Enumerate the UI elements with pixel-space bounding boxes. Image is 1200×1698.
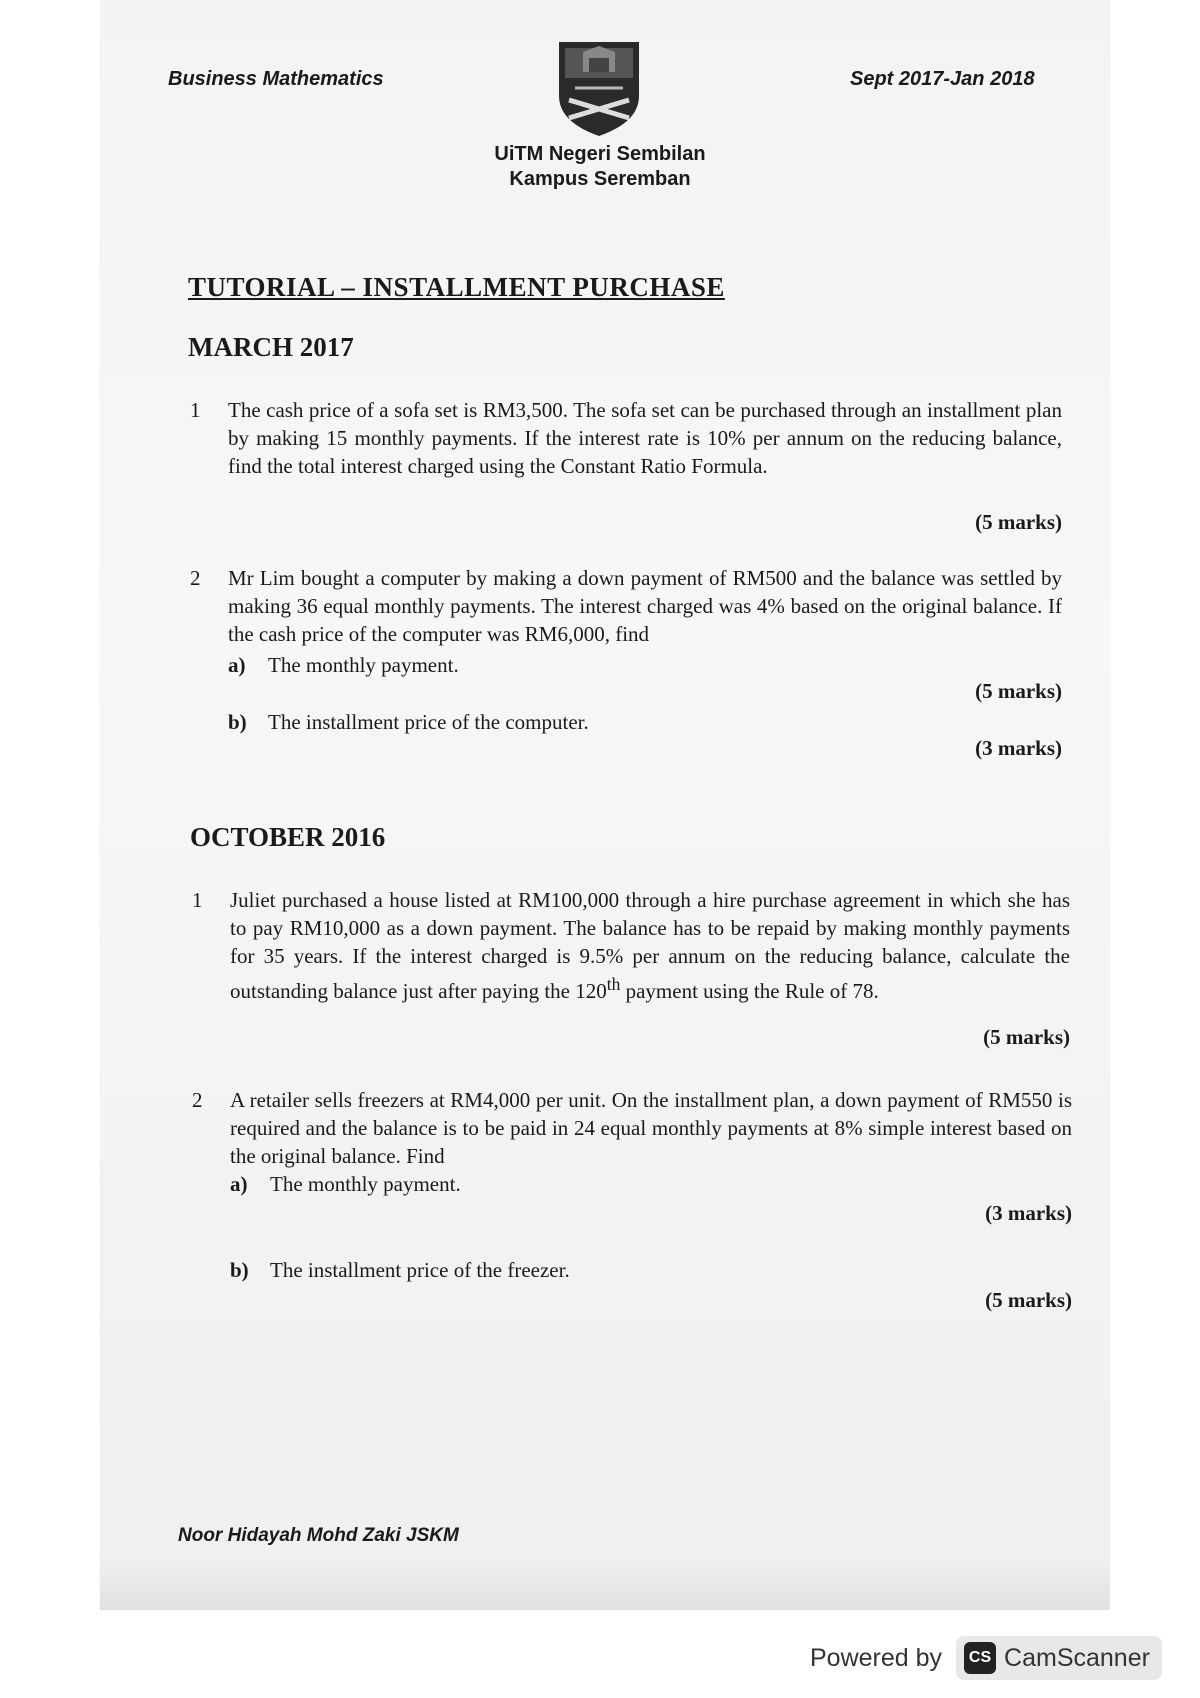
scanned-page (100, 0, 1110, 1610)
camscanner-watermark (810, 1633, 1162, 1683)
question-number: 1 (192, 888, 203, 912)
sub-question-marks: (5 marks) (975, 679, 1062, 703)
camscanner-badge (956, 1636, 1162, 1680)
course-name: Business Mathematics (168, 68, 384, 90)
author-signature: Noor Hidayah Mohd Zaki JSKM (178, 1525, 459, 1546)
page-shadow (100, 1560, 1110, 1610)
question-marks: (5 marks) (983, 1025, 1070, 1049)
section-heading-march-2017: MARCH 2017 (188, 332, 354, 362)
sub-question-marks: (3 marks) (975, 736, 1062, 760)
sub-question-a: a) The monthly payment. (228, 653, 459, 677)
question-text: A retailer sells freezers at RM4,000 per unit. On the installment plan, a down payment of RM550 is required and the balance is to be paid in 24 equal monthly payments at 8% simple interest based on the original balance. Find (230, 1088, 1072, 1168)
question-number: 1 (190, 398, 201, 422)
sub-question-a: a) The monthly payment. (230, 1172, 461, 1196)
question-text: The cash price of a sofa set is RM3,500. The sofa set can be purchased through an installment plan by making 15 monthly payments. If the interest rate is 10% per annum on the reducing balance, find the total interest charged using the Constant Ratio Formula. (228, 398, 1062, 478)
campus-name: UiTM Negeri Sembilan (494, 143, 706, 165)
sub-question-b: b) The installment price of the computer. (228, 710, 589, 734)
campus-location: Kampus Seremban (509, 168, 691, 190)
question-marks: (5 marks) (975, 510, 1062, 534)
powered-by-label: Powered by (810, 1643, 943, 1672)
camscanner-logo-icon: CS (964, 1642, 996, 1674)
page-title: TUTORIAL – INSTALLMENT PURCHASE (188, 272, 725, 302)
camscanner-brand: CamScanner (1004, 1643, 1150, 1672)
sub-question-marks: (5 marks) (985, 1288, 1072, 1312)
question-number: 2 (190, 566, 201, 590)
question-text: Juliet purchased a house listed at RM100,000 through a hire purchase agreement in which she has to pay RM10,000 as a down payment. The balance has to be repaid by making monthly payments for 35 years. If the interest charged is 9.5% per annum on the reducing balance, calculate the outstanding balance just after paying the 120th payment using the Rule of 78. (230, 888, 1070, 1003)
semester-label: Sept 2017-Jan 2018 (850, 68, 1035, 90)
university-crest-icon (555, 38, 643, 138)
sub-question-b: b) The installment price of the freezer. (230, 1258, 570, 1282)
question-number: 2 (192, 1088, 203, 1112)
question-text: Mr Lim bought a computer by making a down payment of RM500 and the balance was settled by making 36 equal monthly payments. The interest charged was 4% based on the original balance. If the cash price of the computer was RM6,000, find (228, 566, 1062, 646)
section-heading-october-2016: OCTOBER 2016 (190, 822, 386, 852)
sub-question-marks: (3 marks) (985, 1201, 1072, 1225)
